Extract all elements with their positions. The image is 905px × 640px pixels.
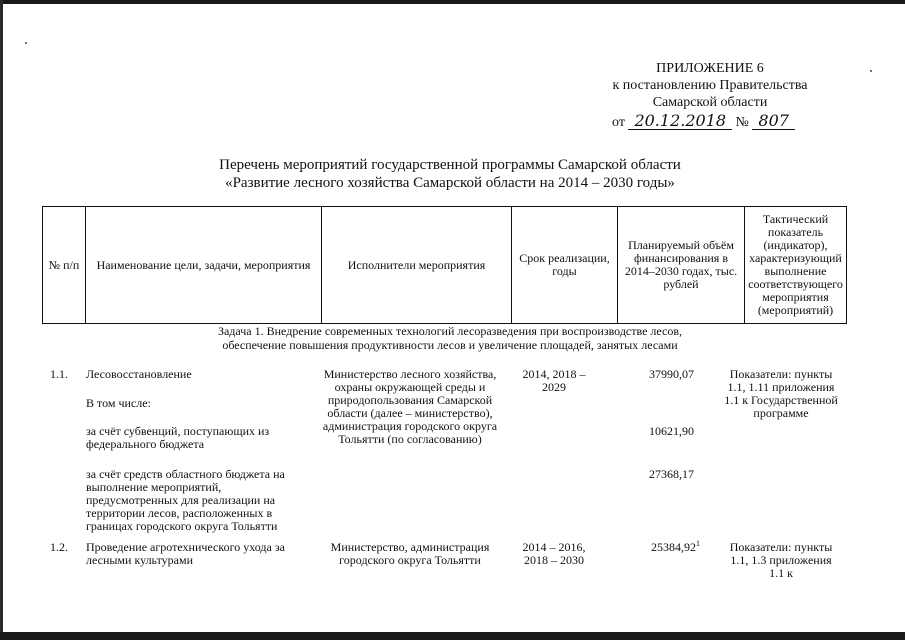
number-prefix: № — [735, 115, 749, 130]
appendix-heading: ПРИЛОЖЕНИЕ 6 — [656, 61, 764, 76]
region-line: Самарской области — [652, 95, 768, 110]
title-line-2: «Развитие лесного хозяйства Самарской области на 2014 – 2030 годы» — [225, 175, 675, 191]
date-prefix: от — [612, 115, 625, 130]
row-1-1-including: В том числе: — [86, 396, 151, 410]
date-number-line — [560, 112, 860, 131]
resolution-date: 20.12.2018 — [628, 112, 732, 130]
header-row — [43, 207, 847, 324]
row-1-2-period: 2014 – 2016, 2018 – 2030 — [522, 540, 586, 567]
scan-border-left — [0, 0, 3, 640]
row-1-1-regional: за счёт средств областного бюджета на выполнение мероприятий, предусмотренных для реализации на территории лесов, расположенных в границах городского округа Тольятти — [86, 467, 285, 533]
header-financing: Планируемый объём финансирования в 2014–2030 годах, тыс. рублей — [618, 207, 745, 324]
row-1-1-amount: 37990,07 — [649, 367, 694, 381]
row-1-1-period: 2014, 2018 – 2029 — [522, 367, 586, 394]
scan-border-bottom — [0, 632, 905, 640]
row-1-1-amount-regional: 27368,17 — [649, 467, 694, 481]
approval-block — [560, 60, 860, 131]
header-num: № п/п — [43, 207, 86, 324]
header-indicator: Тактический показатель (индикатор), характеризующий выполнение соответствующего мероприятия (мероприятий) — [745, 207, 847, 324]
row-1-1-name: Лесовосстановление — [86, 367, 192, 381]
row-1-1-indicator: Показатели: пункты 1.1, 1.11 приложения 1.1 к Государственной программе — [724, 367, 838, 420]
plan-table-header — [42, 206, 847, 324]
scan-speck — [870, 70, 872, 72]
row-1-1-number: 1.1. — [50, 367, 68, 381]
resolution-number: 807 — [752, 112, 795, 130]
row-1-1-executors: Министерство лесного хозяйства, охраны окружающей среды и природопользования Самарской области (далее – министерство), администрация городского округа Тольятти (по согласованию) — [322, 367, 498, 446]
header-period: Срок реализации, годы — [512, 207, 618, 324]
row-1-2-executors: Министерство, администрация городского округа Тольятти — [330, 540, 490, 567]
row-1-2-number: 1.2. — [50, 540, 68, 554]
title-line-1: Перечень мероприятий государственной программы Самарской области — [219, 157, 681, 173]
row-1-2-indicator: Показатели: пункты 1.1, 1.3 приложения 1.1 к — [729, 540, 833, 580]
footnote-marker: 1 — [696, 539, 700, 548]
task-line-2: обеспечение повышения продуктивности лесов и увеличение площадей, занятых лесами — [222, 338, 678, 352]
row-1-2-amount-cell — [604, 541, 700, 554]
row-1-2-amount: 25384,92 — [651, 540, 696, 554]
row-1-1-amount-federal: 10621,90 — [649, 424, 694, 438]
task-heading — [150, 324, 750, 352]
scan-border-top — [0, 0, 905, 4]
task-line-1: Задача 1. Внедрение современных технологий лесоразведения при воспроизводстве лесов, — [217, 324, 683, 338]
scan-speck — [25, 42, 27, 44]
row-1-2-name: Проведение агротехнического ухода за лесными культурами — [86, 540, 285, 567]
header-executors: Исполнители мероприятия — [322, 207, 512, 324]
document-title — [150, 156, 750, 192]
resolution-line: к постановлению Правительства — [612, 78, 808, 93]
row-1-1-federal: за счёт субвенций, поступающих из федерального бюджета — [86, 424, 270, 451]
header-name: Наименование цели, задачи, мероприятия — [86, 207, 322, 324]
